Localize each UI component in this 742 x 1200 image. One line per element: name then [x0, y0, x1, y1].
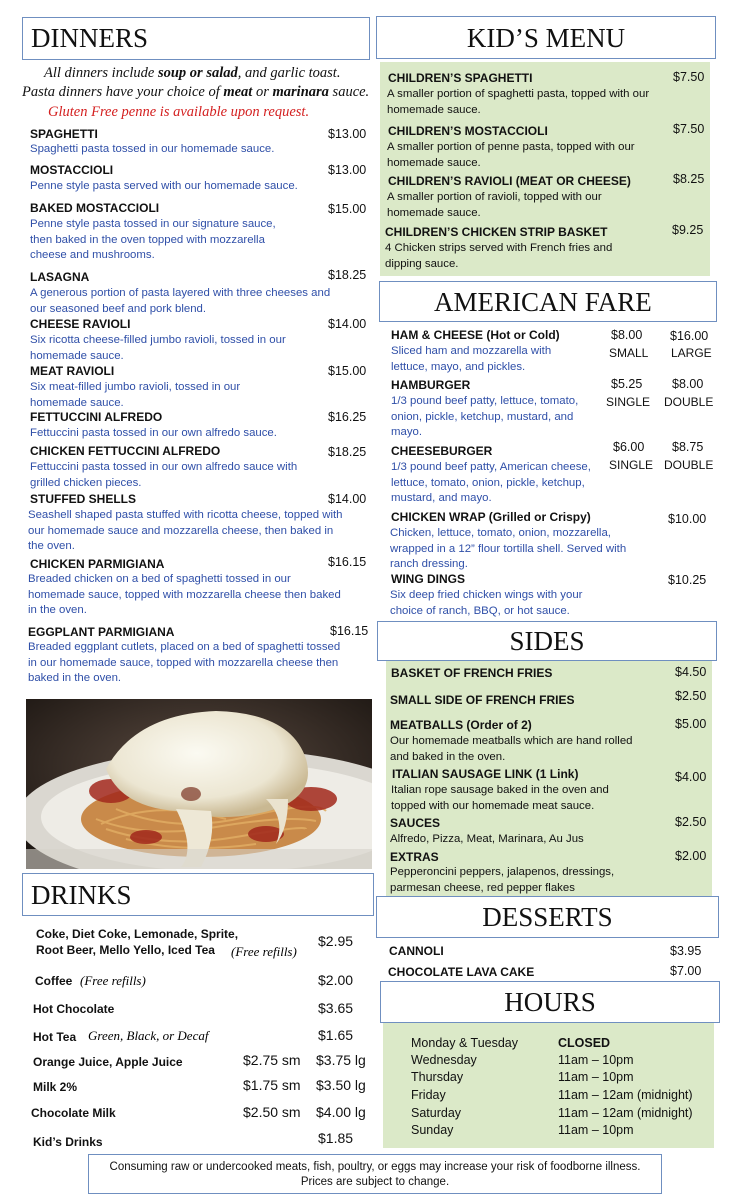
drink-price: $2.95	[318, 933, 354, 949]
dinner-item-desc: Fettuccini pasta tossed in our own alfredo sauce.	[30, 427, 277, 439]
sides-title: SIDES	[509, 626, 585, 656]
side-item-name: SMALL SIDE OF FRENCH FRIES	[390, 693, 575, 707]
hours-day: Thursday	[411, 1070, 464, 1084]
dinner-item-price: $18.25	[328, 268, 367, 282]
side-item-desc: Our homemade meatballs which are hand rolled and baked in the oven.	[390, 735, 633, 763]
drinks-title: DRINKS	[31, 880, 132, 910]
drink-name: Hot Tea	[33, 1030, 77, 1044]
dinners-intro-1: All dinners include soup or salad, and garlic toast.	[44, 65, 341, 81]
dinner-item-name: MOSTACCIOLI	[30, 163, 114, 177]
dinner-item-desc: A generous portion of pasta layered with three cheeses and our seasoned beef and pork blend.	[30, 287, 331, 315]
hours-time: 11am – 10pm	[558, 1053, 634, 1067]
dinner-item-name: CHICKEN FETTUCCINI ALFREDO	[30, 444, 221, 458]
dinner-item-price: $13.00	[328, 163, 367, 177]
american-price-1: $6.00	[613, 440, 645, 454]
dinner-item-desc: Breaded eggplant cutlets, placed on a bed of spaghetti tossed in our homemade sauce, topped with mozzarella cheese then baked in the oven.	[28, 641, 341, 684]
drink-price: $1.85	[318, 1130, 354, 1146]
hours-time: 11am – 10pm	[558, 1070, 634, 1084]
american-item-desc: 1/3 pound beef patty, American cheese, lettuce, tomato, onion, pickle, ketchup, mustard, and mayo.	[391, 461, 591, 504]
american-price-2: $16.00	[670, 329, 709, 343]
drinks-heading	[22, 873, 374, 916]
drink-price-small: $2.75 sm	[243, 1052, 301, 1068]
drink-price: $4.00 lg	[316, 1104, 366, 1120]
kids-item-price: $7.50	[673, 70, 705, 84]
american-fare-heading	[379, 281, 717, 322]
dinners-intro-2: Pasta dinners have your choice of meat or marinara sauce.	[22, 84, 370, 100]
side-item-price: $5.00	[675, 717, 707, 731]
dinner-item-name: CHICKEN PARMIGIANA	[30, 557, 165, 571]
hours-day: Sunday	[411, 1123, 454, 1137]
hours-day: Wednesday	[411, 1053, 477, 1067]
food-safety-line: Consuming raw or undercooked meats, fish, poultry, or eggs may increase your risk of foodborne illness.	[109, 1161, 641, 1173]
dessert-item-price: $7.00	[670, 964, 702, 978]
drink-price: $2.00	[318, 972, 354, 988]
price-change-line: Prices are subject to change.	[300, 1176, 450, 1188]
dinners-heading	[22, 17, 370, 60]
side-item-desc: Pepperoncini peppers, jalapenos, dressings, parmesan cheese, red pepper flakes	[390, 866, 615, 894]
gluten-free-note: Gluten Free penne is available upon request.	[48, 104, 310, 120]
american-item-name: HAMBURGER	[391, 378, 471, 392]
dessert-item-name: CANNOLI	[389, 944, 444, 958]
drink-price: $3.50 lg	[316, 1077, 366, 1093]
side-item-price: $4.50	[675, 665, 707, 679]
dinner-item-price: $18.25	[328, 445, 367, 459]
american-fare-title: AMERICAN FARE	[434, 287, 652, 317]
drink-name: Chocolate Milk	[31, 1106, 116, 1120]
dinner-item-desc: Penne style pasta served with our homemade sauce.	[30, 180, 298, 192]
hours-time: CLOSED	[558, 1036, 611, 1050]
desserts-title: DESSERTS	[482, 902, 613, 932]
american-size-2: LARGE	[671, 346, 712, 360]
kids-item-price: $8.25	[673, 172, 705, 186]
american-price-1: $8.00	[611, 328, 643, 342]
dinner-item-price: $16.25	[328, 410, 367, 424]
sides-heading	[377, 621, 717, 661]
dinner-item-name: FETTUCCINI ALFREDO	[30, 410, 163, 424]
side-item-name: ITALIAN SAUSAGE LINK (1 Link)	[392, 767, 579, 781]
hours-day: Monday & Tuesday	[411, 1036, 519, 1050]
hours-title: HOURS	[504, 987, 596, 1017]
kids-item-name: CHILDREN’S CHICKEN STRIP BASKET	[385, 225, 608, 239]
american-size-1: SMALL	[609, 346, 649, 360]
kids-item-name: CHILDREN’S RAVIOLI (MEAT OR CHEESE)	[388, 174, 631, 188]
desserts-heading	[376, 896, 719, 938]
drink-price: $3.75 lg	[316, 1052, 366, 1068]
drink-name: Kid’s Drinks	[33, 1135, 103, 1149]
drink-price: $1.65	[318, 1027, 354, 1043]
side-item-desc: Italian rope sausage baked in the oven and topped with our homemade meat sauce.	[391, 784, 609, 812]
side-item-name: MEATBALLS (Order of 2)	[390, 718, 532, 732]
kids-item-name: CHILDREN’S SPAGHETTI	[388, 71, 533, 85]
dessert-item-name: CHOCOLATE LAVA CAKE	[388, 965, 535, 979]
dinner-item-name: BAKED MOSTACCIOLI	[30, 201, 160, 215]
dinner-item-name: CHEESE RAVIOLI	[30, 317, 131, 331]
drink-note: Green, Black, or Decaf	[88, 1028, 209, 1043]
dinner-item-desc: Six ricotta cheese-filled jumbo ravioli, tossed in our homemade sauce.	[30, 334, 286, 362]
drink-note: (Free refills)	[231, 944, 297, 959]
drink-price-small: $2.50 sm	[243, 1104, 301, 1120]
american-size-2: DOUBLE	[664, 458, 714, 472]
american-item-name: WING DINGS	[391, 572, 465, 586]
kids-menu-heading	[376, 16, 716, 59]
kids-item-price: $9.25	[672, 223, 704, 237]
american-size-1: SINGLE	[609, 458, 654, 472]
american-price-2: $8.75	[672, 440, 704, 454]
dinner-item-desc: Spaghetti pasta tossed in our homemade sauce.	[30, 143, 275, 155]
american-size-2: DOUBLE	[664, 395, 714, 409]
dinner-item-name: LASAGNA	[30, 270, 90, 284]
side-item-price: $2.50	[675, 689, 707, 703]
american-item-name: CHICKEN WRAP (Grilled or Crispy)	[391, 510, 591, 524]
side-item-price: $4.00	[675, 770, 707, 784]
american-price-1: $10.25	[668, 573, 707, 587]
hours-day: Friday	[411, 1088, 446, 1102]
dinner-item-desc: Seashell shaped pasta stuffed with ricotta cheese, topped with our homemade sauce and mozzarella cheese, then baked in the oven.	[28, 509, 343, 552]
american-item-desc: Six deep fried chicken wings with your choice of ranch, BBQ, or hot sauce.	[390, 589, 583, 617]
side-item-price: $2.50	[675, 815, 707, 829]
drink-price-small: $1.75 sm	[243, 1077, 301, 1093]
hours-day: Saturday	[411, 1106, 462, 1120]
dinners-title: DINNERS	[31, 23, 149, 53]
food-safety-notice	[88, 1154, 662, 1194]
dinner-item-price: $14.00	[328, 317, 367, 331]
hours-time: 11am – 12am (midnight)	[558, 1106, 693, 1120]
drink-name: Coke, Diet Coke, Lemonade, Sprite,	[36, 927, 239, 941]
dinner-item-desc: Penne style pasta tossed in our signature sauce, then baked in the oven topped with mozzarella cheese and mushrooms.	[30, 218, 276, 261]
dinner-item-name: SPAGHETTI	[30, 127, 98, 141]
eggplant-parmigiana-photo	[26, 699, 372, 869]
american-item-name: CHEESEBURGER	[391, 444, 493, 458]
side-item-name: SAUCES	[390, 816, 441, 830]
hours-time: 11am – 10pm	[558, 1123, 634, 1137]
american-price-2: $8.00	[672, 377, 704, 391]
drink-name: Coffee	[35, 974, 73, 988]
hours-heading	[380, 981, 720, 1023]
drink-note: (Free refills)	[80, 973, 146, 988]
dinner-item-name: MEAT RAVIOLI	[30, 364, 115, 378]
kids-menu-title: KID’S MENU	[466, 23, 626, 53]
drink-name-line-2: Root Beer, Mello Yello, Iced Tea	[36, 943, 215, 957]
dinner-item-desc: Six meat-filled jumbo ravioli, tossed in our homemade sauce.	[30, 381, 241, 409]
dinner-item-price: $13.00	[328, 127, 367, 141]
side-item-name: EXTRAS	[390, 850, 439, 864]
american-item-desc: Sliced ham and mozzarella with lettuce, mayo, and pickles.	[391, 345, 552, 373]
dinner-item-name: STUFFED SHELLS	[30, 492, 137, 506]
american-item-desc: Chicken, lettuce, tomato, onion, mozzarella, wrapped in a 12” flour tortilla shell. Served with ranch dressing.	[390, 527, 627, 570]
drink-name: Milk 2%	[33, 1080, 78, 1094]
american-price-1: $10.00	[668, 512, 707, 526]
dinner-item-price: $15.00	[328, 202, 367, 216]
american-item-name: HAM & CHEESE (Hot or Cold)	[391, 328, 560, 342]
drink-price: $3.65	[318, 1000, 354, 1016]
american-size-1: SINGLE	[606, 395, 651, 409]
side-item-price: $2.00	[675, 849, 707, 863]
kids-item-desc: A smaller portion of spaghetti pasta, topped with our homemade sauce.	[387, 88, 650, 116]
dinner-item-name: EGGPLANT PARMIGIANA	[28, 625, 175, 639]
drink-name: Hot Chocolate	[33, 1002, 115, 1016]
dinner-item-price: $15.00	[328, 364, 367, 378]
kids-item-name: CHILDREN’S MOSTACCIOLI	[388, 124, 548, 138]
american-item-desc: 1/3 pound beef patty, lettuce, tomato, onion, pickle, ketchup, mustard, and mayo.	[391, 395, 579, 438]
dinner-item-price: $16.15	[328, 555, 367, 569]
dessert-item-price: $3.95	[670, 944, 702, 958]
kids-item-price: $7.50	[673, 122, 705, 136]
hours-time: 11am – 12am (midnight)	[558, 1088, 693, 1102]
kids-item-desc: A smaller portion of penne pasta, topped with our homemade sauce.	[387, 141, 635, 169]
kids-item-desc: 4 Chicken strips served with French fries and dipping sauce.	[385, 242, 613, 270]
side-item-name: BASKET OF FRENCH FRIES	[391, 666, 553, 680]
drink-name: Orange Juice, Apple Juice	[33, 1055, 183, 1069]
american-price-1: $5.25	[611, 377, 643, 391]
dinner-item-price: $16.15	[330, 624, 369, 638]
dinner-item-desc: Fettuccini pasta tossed in our own alfredo sauce with grilled chicken pieces.	[30, 461, 298, 489]
kids-item-desc: A smaller portion of ravioli, topped with our homemade sauce.	[387, 191, 602, 219]
dinner-item-desc: Breaded chicken on a bed of spaghetti tossed in our homemade sauce, topped with mozzarella cheese then baked in the oven.	[28, 573, 341, 616]
dinner-item-price: $14.00	[328, 492, 367, 506]
side-item-desc: Alfredo, Pizza, Meat, Marinara, Au Jus	[390, 833, 584, 845]
